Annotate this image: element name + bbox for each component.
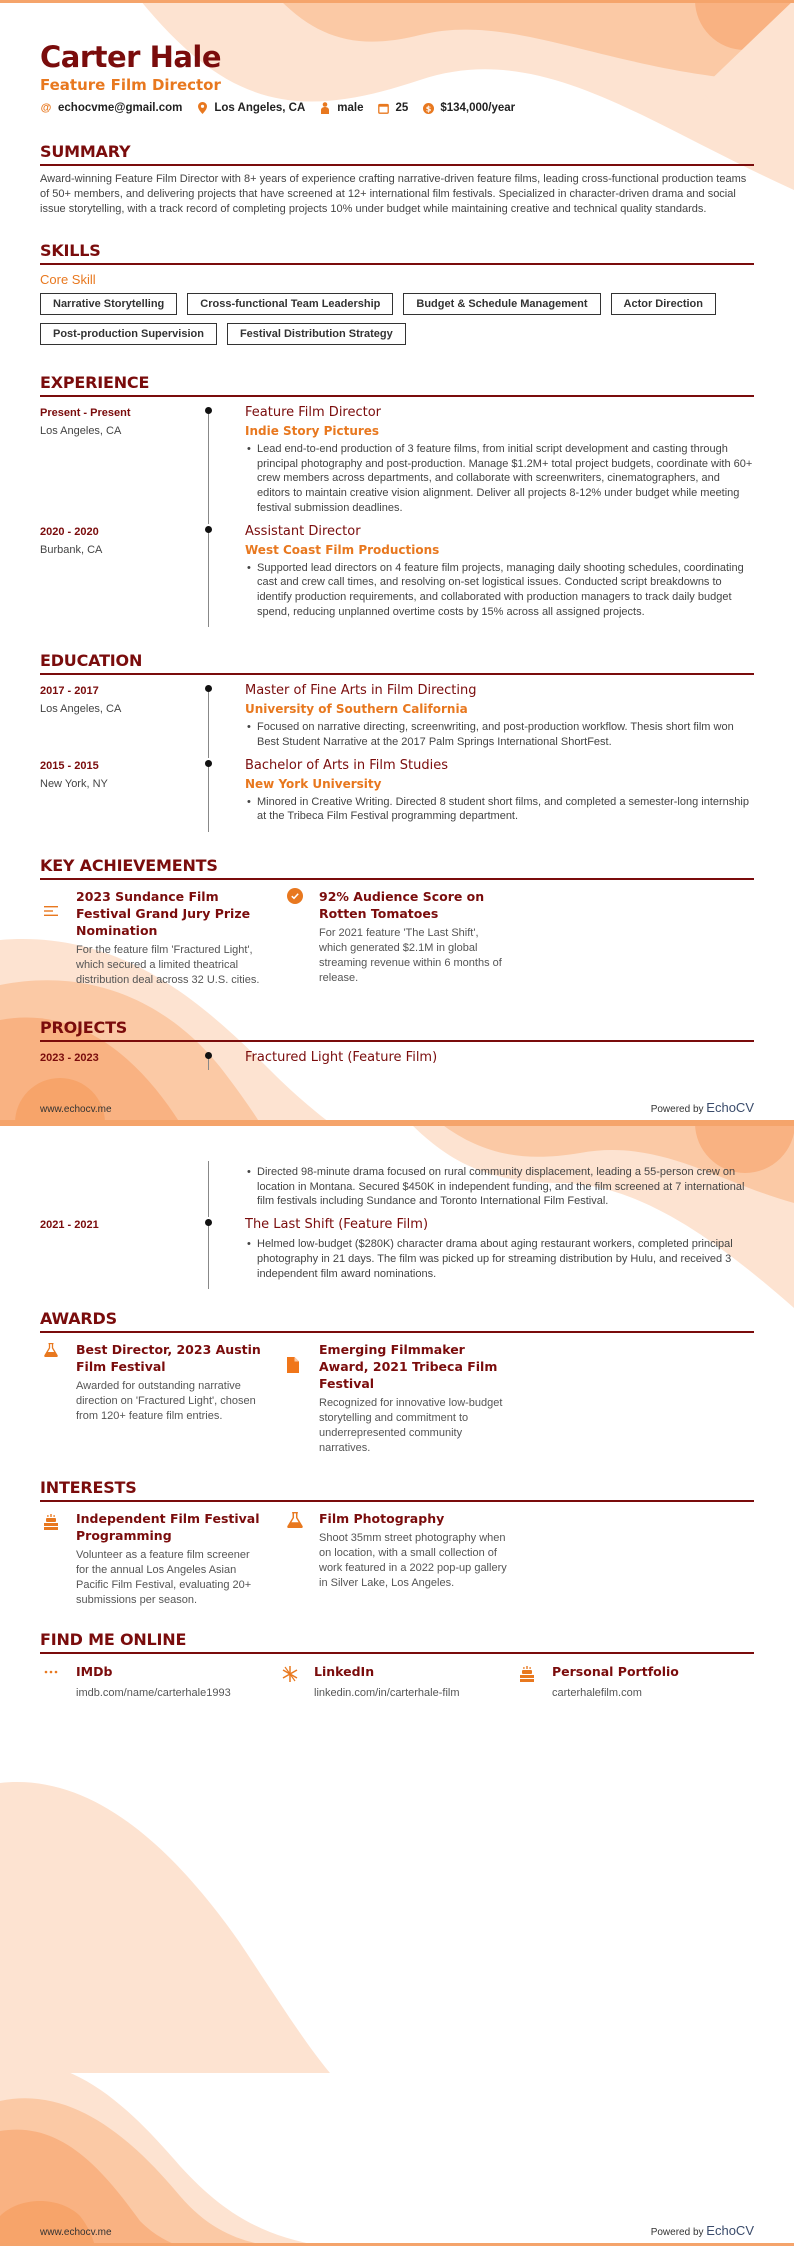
section-title: KEY ACHIEVEMENTS [40, 856, 218, 876]
at-sign-icon: @ [40, 102, 52, 114]
check-circle-icon [283, 888, 319, 988]
email-text: echocvme@gmail.com [58, 102, 183, 114]
award-card [40, 1341, 283, 1456]
calendar-icon [378, 103, 390, 114]
page-footer [40, 1100, 754, 1115]
contact-row [40, 102, 754, 114]
project-entry [40, 1217, 754, 1289]
section-divider [40, 1652, 754, 1654]
flask-icon [40, 1341, 76, 1456]
contact-gender [319, 102, 363, 114]
timeline-rail [205, 524, 245, 628]
brand-logo: EchoCV [706, 2223, 754, 2238]
achievement-card [40, 888, 283, 988]
projects-section [40, 1018, 754, 1074]
link-title: Personal Portfolio [552, 1664, 679, 1680]
timeline-dot-icon [205, 685, 212, 692]
timeline-dot-icon [205, 1219, 212, 1226]
skill-chip: Actor Direction [611, 293, 716, 315]
skills-section [40, 241, 754, 345]
section-title: PROJECTS [40, 1018, 128, 1038]
contact-location [196, 102, 305, 114]
online-link-linkedin[interactable] [278, 1664, 516, 1699]
ellipsis-icon [40, 1664, 76, 1699]
section-divider [40, 1331, 754, 1333]
interest-card [283, 1510, 526, 1608]
section-title: AWARDS [40, 1309, 117, 1329]
online-link-portfolio[interactable] [516, 1664, 754, 1699]
skill-chips [40, 293, 754, 345]
online-link-imdb[interactable] [40, 1664, 278, 1699]
award-title: Best Director, 2023 Austin Film Festival [76, 1342, 261, 1375]
entry-bullet: • Supported lead directors on 4 feature film projects, managing daily shooting schedules, coordinating cast and crew call times, and resolving on-set logistical issues. Conducted script breakdowns to identify production requirements, and collaborated with production managers to track daily budget spend, reducing unplanned overtime costs by 15% across all assigned projects. [245, 561, 754, 620]
experience-timeline [40, 405, 754, 627]
section-divider [40, 395, 754, 397]
entry-date: 2023 - 2023 [40, 1052, 99, 1065]
dollar-circle-icon [422, 103, 434, 114]
timeline-rail [205, 1050, 245, 1070]
entry-title: The Last Shift (Feature Film) [245, 1217, 429, 1233]
skill-chip: Post-production Supervision [40, 323, 217, 345]
skill-chip: Cross-functional Team Leadership [187, 293, 393, 315]
candidate-name: Carter Hale [40, 40, 222, 74]
timeline-rail [205, 1161, 245, 1217]
entry-title: Assistant Director [245, 523, 361, 539]
entry-bullet: • Directed 98-minute drama focused on rural community displacement, leading a 55-person crew on location in Montana. Secured $450K in independent funding, and the film screened at 7 international film festivals including Sundance and Toronto International Film Festival. [245, 1165, 754, 1209]
award-title: Emerging Filmmaker Award, 2021 Tribeca Film Festival [319, 1342, 498, 1392]
link-url[interactable]: linkedin.com/in/carterhale-film [314, 1687, 460, 1700]
gender-text: male [337, 102, 364, 114]
experience-entry [40, 524, 754, 628]
map-pin-icon [196, 102, 208, 114]
list-icon [40, 888, 76, 988]
footer-site-link[interactable]: www.echocv.me [40, 1104, 112, 1115]
entry-bullet: • Focused on narrative directing, screenwriting, and post-production workflow. Thesis short film won Best Student Narrative at the 2017 Palm Springs International ShortFest. [245, 720, 754, 749]
link-title: IMDb [76, 1664, 113, 1680]
entry-location: New York, NY [40, 777, 108, 790]
entry-bullet: • Helmed low-budget ($280K) character drama about aging restaurant workers, completed principal photography in 21 days. The film was picked up for streaming distribution by Hulu, and received 3 independent film award nominations. [245, 1237, 754, 1281]
entry-date: 2020 - 2020 [40, 525, 99, 538]
entry-title: Bachelor of Arts in Film Studies [245, 757, 448, 773]
entry-org: New York University [245, 776, 382, 791]
entry-bullet: • Lead end-to-end production of 3 feature films, from initial script development and casting through principal photography and post-production. Manage $1.2M+ total project budgets, coordinate with 60+ crew members across departments, and collaborate with screenwriters, cinematographers, and editors to maintain creative vision alignment. Deliver all projects 8-12% under budget while meeting festival submission deadlines. [245, 442, 754, 516]
file-icon [283, 1341, 319, 1456]
svg-text:$: $ [425, 103, 432, 113]
skill-chip: Narrative Storytelling [40, 293, 177, 315]
entry-title: Feature Film Director [245, 405, 382, 420]
skill-chip: Budget & Schedule Management [403, 293, 600, 315]
contact-salary [422, 102, 515, 114]
footer-powered-by: Powered by EchoCV [650, 2223, 754, 2238]
resume-page-2 [0, 1123, 794, 2246]
summary-text: Award-winning Feature Film Director with 8+ years of experience crafting narrative-driven feature films, leading cross-functional production teams of 50+ members, and delivering projects that have screened at 12+ international film festivals. Specialized in character-driven drama and social issue storytelling, with a track record of completing projects 10% under budget while maintaining creative and technical quality standards. [40, 173, 747, 215]
link-url[interactable]: carterhalefilm.com [552, 1687, 642, 1700]
interest-desc: Shoot 35mm street photography when on location, with a small collection of work featured in a 2022 pop-up gallery in Silver Lake, Los Angeles. [319, 1532, 507, 1590]
entry-title: Fractured Light (Feature Film) [245, 1050, 438, 1066]
link-url[interactable]: imdb.com/name/carterhale1993 [76, 1687, 231, 1700]
page-footer [40, 2223, 754, 2238]
entry-location: Los Angeles, CA [40, 703, 122, 716]
section-divider [40, 263, 754, 265]
skill-chip: Festival Distribution Strategy [227, 323, 406, 345]
summary-section [40, 142, 754, 217]
entry-location: Los Angeles, CA [40, 425, 122, 437]
experience-entry [40, 405, 754, 524]
section-title: SKILLS [40, 241, 101, 260]
achievement-card [283, 888, 526, 988]
experience-section [40, 373, 754, 627]
education-entry [40, 683, 754, 757]
timeline-rail [205, 1217, 245, 1289]
section-divider [40, 673, 754, 675]
award-card [283, 1341, 526, 1456]
section-title: SUMMARY [40, 142, 131, 161]
timeline-dot-icon [205, 407, 212, 414]
contact-age [378, 102, 409, 114]
education-entry [40, 758, 754, 832]
award-desc: Recognized for innovative low-budget storytelling and commitment to underrepresented community narratives. [319, 1397, 503, 1455]
timeline-dot-icon [205, 526, 212, 533]
timeline-rail [205, 683, 245, 757]
entry-org: West Coast Film Productions [245, 542, 440, 557]
section-divider [40, 878, 754, 880]
section-title: EXPERIENCE [40, 373, 150, 392]
person-icon [319, 102, 331, 114]
timeline-rail [205, 758, 245, 832]
projects-timeline-continued [40, 1161, 754, 1289]
entry-bullet: • Minored in Creative Writing. Directed 8 student short films, and completed a semester-long internship at the Tribeca Film Festival programming department. [245, 795, 754, 824]
interest-card [40, 1510, 283, 1608]
contact-email[interactable] [40, 102, 182, 114]
achievements-section [40, 856, 754, 996]
education-timeline [40, 683, 754, 832]
skills-subhead: Core Skill [40, 272, 96, 287]
location-text: Los Angeles, CA [214, 102, 306, 114]
top-accent-bar [0, 0, 794, 3]
entry-date: 2017 - 2017 [40, 685, 99, 698]
project-entry-continued [40, 1161, 754, 1217]
entry-date: Present - Present [40, 407, 131, 419]
achievement-desc: For the feature film 'Fractured Light', which secured a limited theatrical distribution deal across 32 U.S. cities. [76, 944, 260, 987]
entry-org: Indie Story Pictures [245, 424, 380, 438]
education-section [40, 651, 754, 832]
entry-date: 2021 - 2021 [40, 1219, 99, 1232]
achievement-title: 2023 Sundance Film Festival Grand Jury Prize Nomination [76, 889, 251, 939]
candidate-role: Feature Film Director [40, 76, 221, 94]
cake-icon [516, 1664, 552, 1699]
section-divider [40, 1500, 754, 1502]
salary-text: $134,000/year [440, 102, 516, 114]
section-title: INTERESTS [40, 1478, 137, 1498]
section-divider [40, 1040, 754, 1042]
footer-site-link[interactable]: www.echocv.me [40, 2227, 112, 2238]
section-title: EDUCATION [40, 651, 143, 671]
interest-title: Independent Film Festival Programming [76, 1511, 260, 1544]
awards-section [40, 1309, 754, 1464]
section-title: FIND ME ONLINE [40, 1630, 187, 1650]
section-divider [40, 164, 754, 166]
brand-logo: EchoCV [706, 1100, 754, 1115]
interests-section [40, 1478, 754, 1616]
top-accent-bar [0, 1123, 794, 1126]
link-title: LinkedIn [314, 1664, 375, 1680]
flask-icon [283, 1510, 319, 1608]
footer-powered-by: Powered by EchoCV [650, 1100, 754, 1115]
cake-icon [40, 1510, 76, 1608]
award-desc: Awarded for outstanding narrative direction on 'Fractured Light', chosen from 120+ feature film entries. [76, 1380, 256, 1423]
timeline-dot-icon [205, 1052, 212, 1059]
online-section [40, 1630, 754, 1699]
timeline-rail [205, 405, 245, 524]
decorative-waves-bottom [0, 2036, 794, 2246]
entry-title: Master of Fine Arts in Film Directing [245, 683, 477, 699]
entry-date: 2015 - 2015 [40, 759, 99, 772]
achievement-title: 92% Audience Score on Rotten Tomatoes [319, 889, 485, 922]
project-entry [40, 1050, 754, 1074]
sparkle-icon [278, 1664, 314, 1699]
projects-timeline [40, 1050, 754, 1074]
interest-title: Film Photography [319, 1511, 445, 1527]
timeline-dot-icon [205, 760, 212, 767]
entry-location: Burbank, CA [40, 543, 103, 556]
achievement-desc: For 2021 feature 'The Last Shift', which generated $2.1M in global streaming revenue within 6 months of release. [319, 927, 502, 985]
interest-desc: Volunteer as a feature film screener for the annual Los Angeles Asian Pacific Film Festival, evaluating 20+ submissions per season. [76, 1549, 252, 1607]
entry-org: University of Southern California [245, 702, 468, 717]
age-text: 25 [395, 102, 409, 114]
